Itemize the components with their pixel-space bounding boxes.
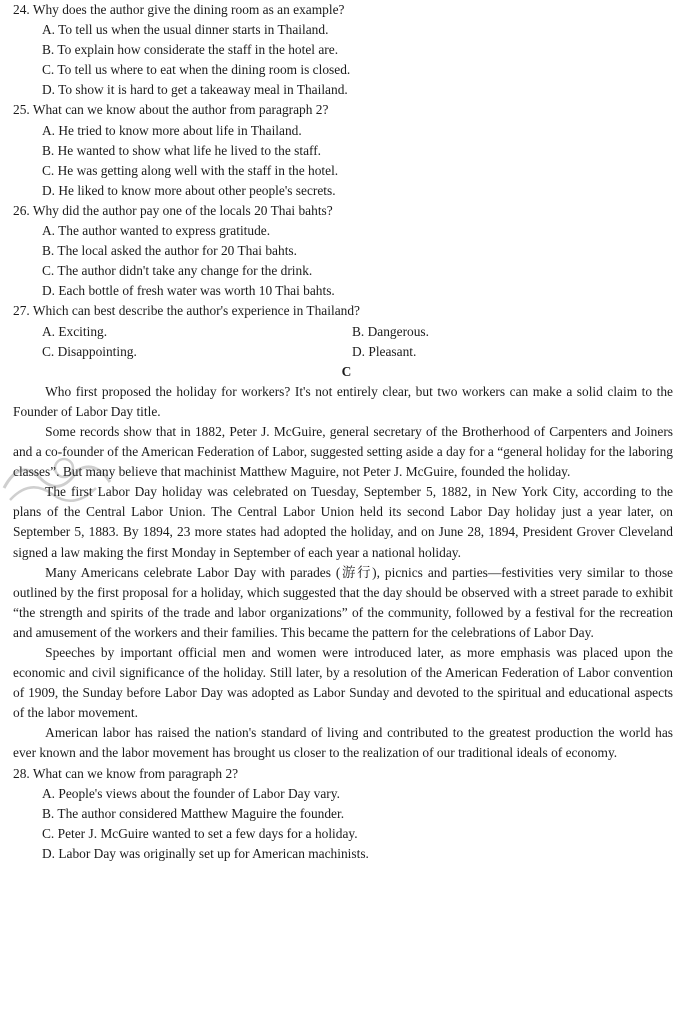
reading-passage xyxy=(0,382,693,764)
paragraph-4: Many Americans celebrate Labor Day with parades (游行), picnics and parties—festivities very similar to those outlined by the first proposal for a holiday, which suggested that the day should be observed with a street parade to exhibit “the strength and spirits of the trade and labor organizations” of the community, followed by a festival for the recreation and amusement of the workers and their families. This became the pattern for the celebrations of Labor Day. xyxy=(13,564,673,640)
section-heading: C xyxy=(341,363,352,379)
questions-24-26 xyxy=(0,0,693,301)
option-c: C. To tell us where to eat when the dining room is closed. xyxy=(42,62,351,78)
option-a: A. To tell us when the usual dinner starts in Thailand. xyxy=(42,22,329,38)
paragraph-2: Some records show that in 1882, Peter J. McGuire, general secretary of the Brotherhood of Carpenters and Joiners and a co-founder of the American Federation of Labor, suggested setting aside a day for a “general holiday for the laboring classes”. But many believe that machinist Matthew Maguire, not Peter J. McGuire, founded the holiday. xyxy=(13,423,673,480)
option-c: C. He was getting along well with the staff in the hotel. xyxy=(42,162,339,178)
option-b: B. To explain how considerate the staff in the hotel are. xyxy=(42,42,339,58)
paragraph-3: The first Labor Day holiday was celebrated on Tuesday, September 5, 1882, in New York City, according to the plans of the Central Labor Union. The Central Labor Union held its second Labor Day holiday just a year later, on September 5, 1883. By 1894, 23 more states had adopted the holiday, and on June 28, 1894, President Grover Cleveland signed a law making the first Monday in September of each year a national holiday. xyxy=(13,484,673,560)
paragraph-1: Who first proposed the holiday for workers? It's not entirely clear, but two workers can make a solid claim to the Founder of Labor Day title. xyxy=(13,383,673,419)
option-d: D. Labor Day was originally set up for American machinists. xyxy=(42,845,369,861)
option-a: A. The author wanted to express gratitude. xyxy=(42,223,271,239)
option-c: C. Peter J. McGuire wanted to set a few days for a holiday. xyxy=(42,825,358,841)
option-c: C. The author didn't take any change for the drink. xyxy=(42,263,313,279)
question-28 xyxy=(0,764,693,864)
paragraph-6: American labor has raised the nation's standard of living and contributed to the greatest production the world has ever known and the labor movement has brought us closer to the realization of our traditional ideals of economy. xyxy=(13,725,673,761)
option-c: C. Disappointing. xyxy=(42,343,137,359)
option-b: B. Dangerous. xyxy=(352,323,429,339)
option-d: D. He liked to know more about other people's secrets. xyxy=(42,182,336,198)
question-stem: 25. What can we know about the author from paragraph 2? xyxy=(13,102,329,118)
option-row xyxy=(0,342,693,362)
option-d: D. Pleasant. xyxy=(352,343,417,359)
option-d: D. Each bottle of fresh water was worth 10 Thai bahts. xyxy=(42,283,335,299)
option-a: A. He tried to know more about life in Thailand. xyxy=(42,122,302,138)
option-b: B. The local asked the author for 20 Thai bahts. xyxy=(42,243,297,259)
option-b: B. The author considered Matthew Maguire the founder. xyxy=(42,805,345,821)
question-24 xyxy=(0,0,693,100)
question-25 xyxy=(0,100,693,200)
option-a: A. Exciting. xyxy=(42,323,108,339)
option-b: B. He wanted to show what life he lived to the staff. xyxy=(42,142,322,158)
question-26 xyxy=(0,201,693,301)
option-d: D. To show it is hard to get a takeaway meal in Thailand. xyxy=(42,82,348,98)
question-stem: 26. Why did the author pay one of the locals 20 Thai bahts? xyxy=(13,202,333,218)
question-stem: 28. What can we know from paragraph 2? xyxy=(13,765,239,781)
option-a: A. People's views about the founder of Labor Day vary. xyxy=(42,785,340,801)
paragraph-5: Speeches by important official men and women were introduced later, as more emphasis was placed upon the economic and civil significance of the holiday. Still later, by a resolution of the American Federation of Labor convention of 1909, the Sunday before Labor Day was adopted as Labor Sunday and devoted to the spiritual and educational aspects of the labor movement. xyxy=(13,645,673,721)
question-stem: 27. Which can best describe the author's experience in Thailand? xyxy=(13,303,360,319)
question-stem: 24. Why does the author give the dining room as an example? xyxy=(13,2,345,17)
question-27 xyxy=(0,301,693,361)
option-row xyxy=(0,322,693,342)
